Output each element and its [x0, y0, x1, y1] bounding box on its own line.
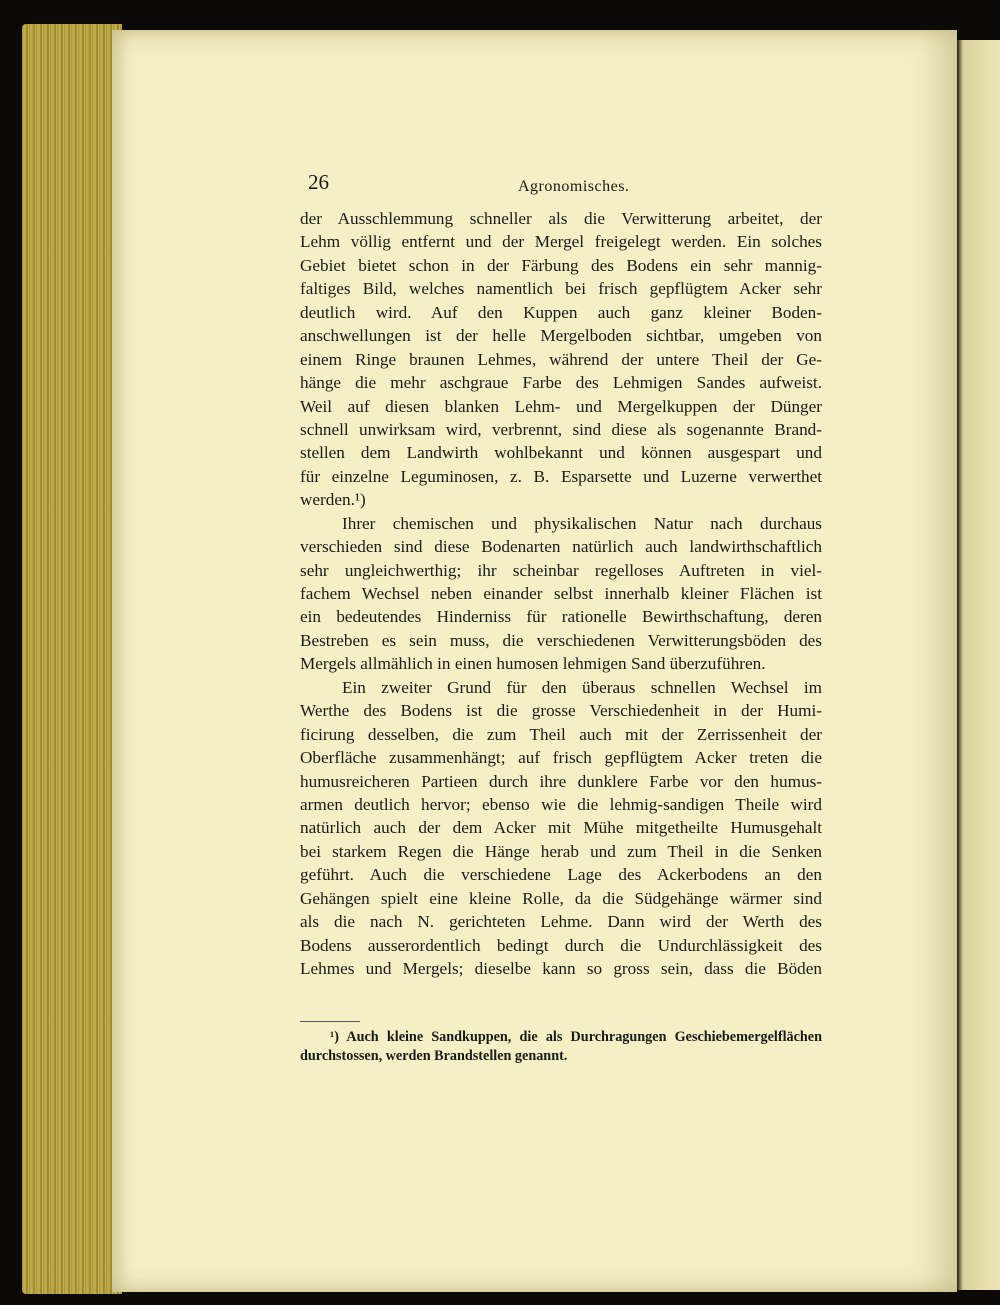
- text-line: fachem Wechsel neben einander selbst innerhalb kleiner Flächen ist: [300, 584, 822, 603]
- running-title: Agronomisches.: [518, 178, 630, 195]
- text-line: Lehmes und Mergels; dieselbe kann so gross sein, dass die Böden: [300, 959, 822, 978]
- text-line: einem Ringe braunen Lehmes, während der untere Theil der Ge-: [300, 349, 822, 369]
- text-line: als die nach N. gerichteten Lehme. Dann wird der Werth des: [300, 912, 822, 932]
- text-line: sehr ungleichwerthig; ihr scheinbar regelloses Auftreten in viel-: [300, 560, 822, 580]
- text-line: anschwellungen ist der helle Mergelboden sichtbar, umgeben von: [300, 326, 822, 346]
- text-line: deutlich wird. Auf den Kuppen auch ganz kleiner Boden-: [300, 302, 822, 322]
- text-line: werden.¹): [300, 490, 366, 510]
- text-line: Gebiet bietet schon in der Färbung des Bodens ein sehr mannig-: [300, 255, 822, 275]
- footnote: [300, 1028, 822, 1066]
- page-number: 26: [308, 170, 329, 194]
- paragraph-start-line: Ihrer chemischen und physikalischen Natur nach durchaus: [342, 513, 822, 533]
- text-line: Mergels allmählich in einen humosen lehmigen Sand überzuführen.: [300, 654, 766, 674]
- text-line: Lehm völlig entfernt und der Mergel freigelegt werden. Ein solches: [300, 232, 822, 252]
- book-page-edges: [22, 24, 122, 1294]
- text-line: Werthe des Bodens ist die grosse Verschiedenheit in der Humi-: [300, 701, 822, 721]
- body-text: [300, 207, 822, 980]
- text-line: natürlich auch der dem Acker mit Mühe mitgetheilte Humusgehalt: [300, 818, 822, 838]
- text-line: der Ausschlemmung schneller als die Verwitterung arbeitet, der: [300, 209, 822, 228]
- text-line: humusreicheren Partieen durch ihre dunklere Farbe vor den humus-: [300, 771, 822, 791]
- footnote-line: durchstossen, werden Brandstellen genannt.: [300, 1048, 568, 1064]
- text-line: bei starkem Regen die Hänge herab und zum Theil in die Senken: [300, 841, 822, 861]
- paragraph-start-line: Ein zweiter Grund für den überaus schnellen Wechsel im: [342, 677, 822, 697]
- running-head: [300, 168, 820, 198]
- text-line: faltiges Bild, welches namentlich bei frisch gepflügtem Acker sehr: [300, 279, 822, 299]
- text-line: armen deutlich hervor; ebenso wie die lehmig-sandigen Theile wird: [300, 794, 822, 814]
- text-line: Gehängen spielt eine kleine Rolle, da die Südgehänge wärmer sind: [300, 888, 822, 908]
- text-line: Oberfläche zusammenhängt; auf frisch gepflügtem Acker treten die: [300, 748, 822, 768]
- text-line: verschieden sind diese Bodenarten natürlich auch landwirthschaftlich: [300, 537, 822, 557]
- text-line: Weil auf diesen blanken Lehm- und Mergelkuppen der Dünger: [300, 396, 822, 416]
- footnote-line: ¹) Auch kleine Sandkuppen, die als Durchragungen Geschiebemergelflächen: [330, 1029, 822, 1045]
- footnote-divider: [300, 1021, 360, 1022]
- text-line: ein bedeutendes Hinderniss für rationelle Bewirthschaftung, deren: [300, 607, 822, 627]
- text-line: Bodens ausserordentlich bedingt durch die Undurchlässigkeit des: [300, 935, 822, 955]
- text-line: Bestreben es sein muss, die verschiedenen Verwitterungsböden des: [300, 630, 822, 650]
- text-line: stellen dem Landwirth wohlbekannt und können ausgespart und: [300, 443, 822, 463]
- text-line: schnell unwirksam wird, verbrennt, sind diese als sogenannte Brand-: [300, 419, 822, 439]
- facing-page-edge: [957, 40, 1000, 1290]
- text-line: ficirung desselben, die zum Theil auch mit der Zerrissenheit der: [300, 724, 822, 744]
- text-line: hänge die mehr aschgraue Farbe des Lehmigen Sandes aufweist.: [300, 373, 822, 393]
- text-line: geführt. Auch die verschiedene Lage des Ackerbodens an den: [300, 865, 822, 885]
- text-line: für einzelne Leguminosen, z. B. Esparsette und Luzerne verwerthet: [300, 466, 822, 486]
